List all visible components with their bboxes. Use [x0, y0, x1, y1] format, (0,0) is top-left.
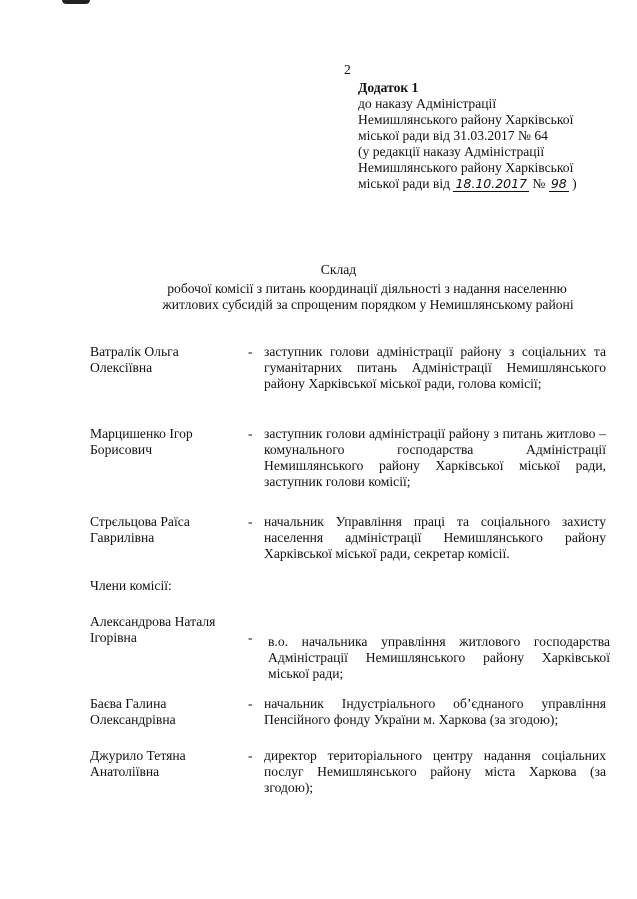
member-role: в.о. начальника управління житлового господарства Адміністрації Немишлянського району Харківської міської ради;	[268, 634, 610, 681]
annex-line: Немишлянського району Харківської	[358, 160, 574, 175]
annex-line: міської ради від 31.03.2017 № 64	[358, 128, 548, 143]
member-name	[90, 614, 240, 646]
member-name	[90, 426, 240, 458]
annex-line: до наказу Адміністрації	[358, 96, 497, 111]
member-name-line1: Джурило Тетяна	[90, 748, 186, 763]
member-name-line1: Стрєльцова Раїса	[90, 514, 190, 529]
members-heading: Члени комісії:	[90, 578, 172, 593]
member-name-line1: Ватралік Ольга	[90, 344, 179, 359]
member-dash: -	[248, 426, 253, 441]
annex-line: (у редакції наказу Адміністрації	[358, 144, 545, 159]
member-name-line2: Олексіївна	[90, 360, 153, 375]
closing-bracket: )	[572, 176, 577, 191]
member-role: начальник Управління праці та соціального захисту населення адміністрації Немишлянського району Харківської міської ради, секретар комісії.	[264, 514, 606, 561]
member-name	[90, 748, 240, 780]
annex-last-line	[358, 176, 628, 192]
member-dash: -	[248, 514, 253, 529]
member-name-line2: Гаврилівна	[90, 530, 155, 545]
document-subtitle-line2: житлових субсидій за спрощеним порядком у Немишлянському районі	[162, 297, 574, 312]
page-number: 2	[344, 62, 351, 77]
member-dash: -	[248, 344, 253, 359]
member-role: заступник голови адміністрації району з питань житлово – комунального господарства Адміністрації Немишлянського району Харківської міської ради, заступник голови комісії;	[264, 426, 606, 489]
member-name	[90, 514, 240, 546]
annex-block	[358, 80, 628, 192]
member-name-line2: Борисович	[90, 442, 153, 457]
member-name	[90, 696, 240, 728]
member-name	[90, 344, 240, 376]
member-dash: -	[248, 748, 253, 763]
member-name-line2: Ігорівна	[90, 630, 137, 645]
member-name-line1: Баєва Галина	[90, 696, 167, 711]
member-role: начальник Індустріального об’єднаного управління Пенсійного фонду України м. Харкова (за згодою);	[264, 696, 606, 727]
document-title: Склад	[320, 262, 357, 277]
member-name-line1: Александрова Наталя	[90, 614, 216, 629]
handwritten-number: 98	[550, 176, 567, 191]
document-subtitle-line1: робочої комісії з питань координації діяльності з надання населенню	[167, 281, 567, 296]
member-role: директор територіального центру надання соціальних послуг Немишлянського району міста Харкова (за згодою);	[264, 748, 606, 795]
member-dash: -	[248, 696, 253, 711]
member-dash: -	[248, 630, 253, 645]
member-role: заступник голови адміністрації району з соціальних та гуманітарних питань Адміністрації Немишлянського району Харківської міської ради, голова комісії;	[264, 344, 606, 391]
member-name-line1: Марцишенко Ігор	[90, 426, 193, 441]
member-name-line2: Анатоліївна	[90, 764, 160, 779]
scan-mark	[62, 0, 90, 4]
annex-last-line-prefix: міської ради від	[358, 176, 451, 191]
number-sign: №	[532, 176, 546, 191]
annex-title: Додаток 1	[358, 80, 419, 95]
annex-line: Немишлянського району Харківської	[358, 112, 574, 127]
handwritten-date: 18.10.2017	[455, 176, 528, 191]
member-name-line2: Олександрівна	[90, 712, 176, 727]
